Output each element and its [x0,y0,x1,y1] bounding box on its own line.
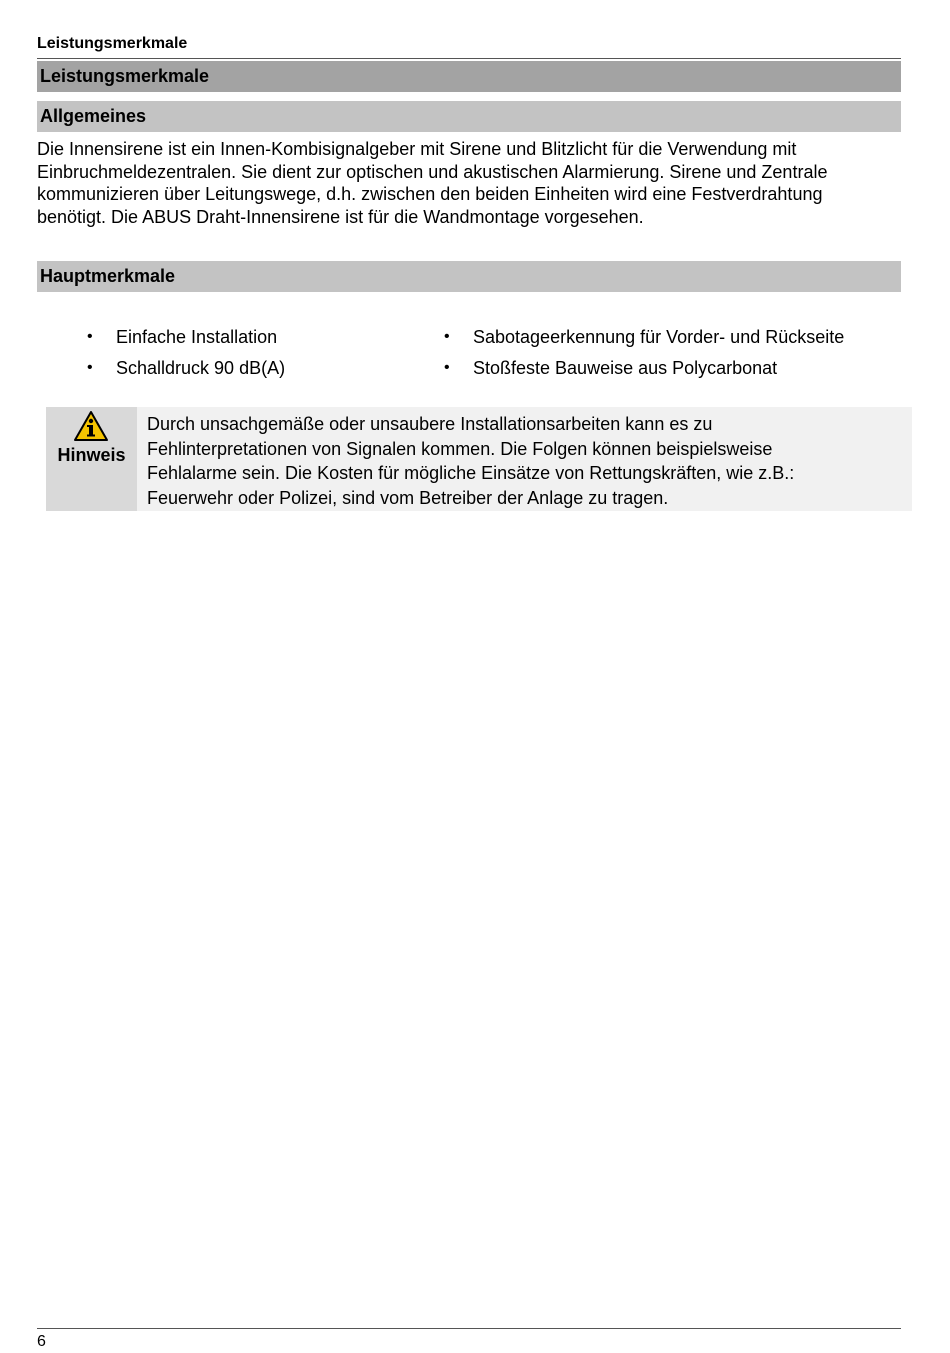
footer-divider [37,1328,901,1329]
bullet-icon: • [87,328,93,345]
feature-text: Stoßfeste Bauweise aus Polycarbonat [473,358,778,378]
notice-line: Durch unsachgemäße oder unsaubere Installationsarbeiten kann es zu [147,414,713,434]
feature-item [86,353,285,384]
feature-text: Schalldruck 90 dB(A) [116,358,286,378]
general-line: Die Innensirene ist ein Innen-Kombisignalgeber mit Sirene und Blitzlicht für die Verwendung mit [37,139,797,159]
running-header: Leistungsmerkmale [37,35,188,52]
bullet-icon: • [444,359,450,376]
section-title-main: Leistungsmerkmale [37,61,901,92]
section-title-general: Allgemeines [37,101,901,132]
header-divider [37,58,901,59]
feature-column-left [86,322,285,384]
notice-line: Fehlinterpretationen von Signalen kommen. Die Folgen können beispielsweise [147,438,773,459]
feature-text: Sabotageerkennung für Vorder- und Rückseite [473,327,845,347]
feature-column-right [443,322,844,384]
bullet-icon: • [444,328,450,345]
general-line: kommunizieren über Leitungswege, d.h. zwischen den beiden Einheiten wird eine Festverdrahtung [37,184,823,204]
notice-box [46,407,912,511]
notice-line: Feuerwehr oder Polizei, sind vom Betreiber der Anlage zu tragen. [147,487,669,508]
section-title-main-features: Hauptmerkmale [37,261,901,292]
warning-info-icon [73,410,109,442]
feature-item [443,353,844,384]
general-line: Einbruchmeldezentralen. Sie dient zur optischen und akustischen Alarmierung. Sirene und Zentrale [37,161,828,182]
page-number: 6 [37,1333,46,1350]
general-paragraph [37,138,907,228]
notice-text [147,412,907,510]
notice-label: Hinweis [57,445,126,465]
bullet-icon: • [87,359,93,376]
notice-label-cell [46,407,137,511]
general-line: benötigt. Die ABUS Draht-Innensirene ist für die Wandmontage vorgesehen. [37,206,644,227]
notice-line: Fehlalarme sein. Die Kosten für mögliche Einsätze von Rettungskräften, wie z.B.: [147,463,795,483]
feature-item [443,322,844,353]
feature-item [86,322,285,353]
feature-text: Einfache Installation [116,327,278,347]
